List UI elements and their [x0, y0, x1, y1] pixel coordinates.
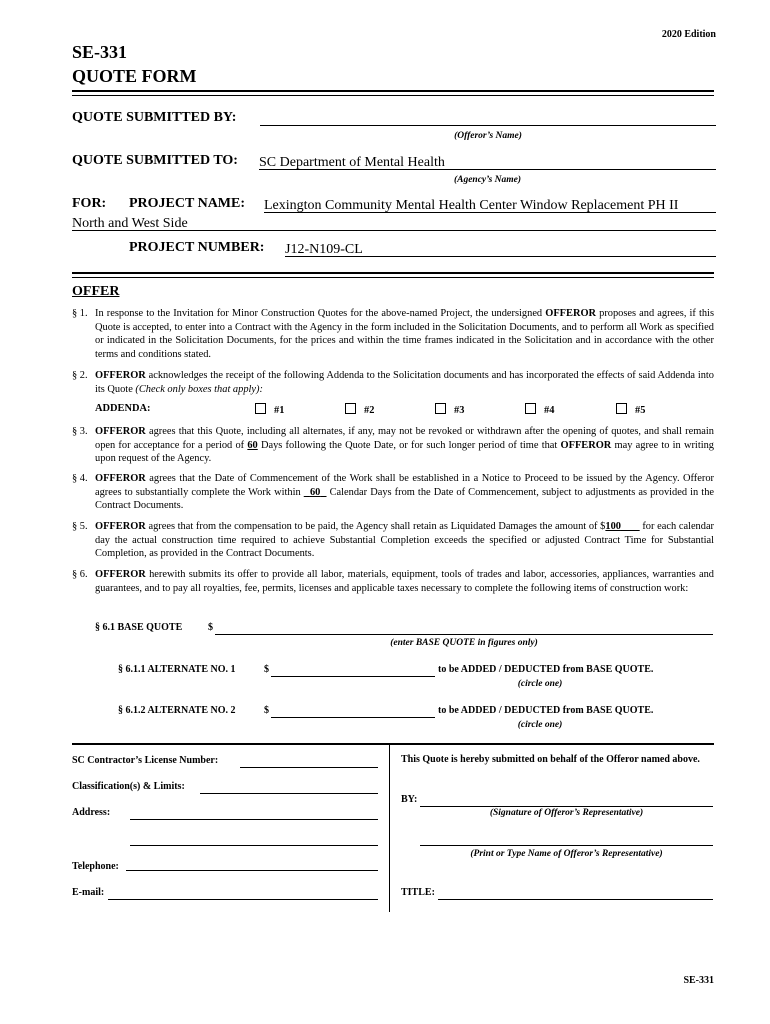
section-5-amount-field[interactable]: 100 [605, 521, 621, 532]
top-rule [72, 90, 714, 96]
signature-field[interactable] [420, 794, 713, 807]
alternate-1-caption[interactable]: (circle one) [517, 679, 563, 689]
addendum-4-checkbox[interactable] [525, 403, 536, 414]
footer-code: SE-331 [683, 975, 714, 986]
section-5 [72, 520, 714, 561]
section-6-number: § 6. [72, 569, 88, 580]
project-number-field[interactable] [285, 240, 716, 257]
addenda-label-text: ADDENDA: [95, 403, 151, 414]
section-4 [72, 472, 714, 513]
printed-name-field[interactable] [420, 833, 713, 846]
agency-name-value: SC Department of Mental Health [259, 155, 445, 170]
section-5-text-b: for each calendar day the actual construction time required to achieve Substantial Completion exceeds the specified or adjusted Contract Time for Substantial Completion, as provided in the Contract Documents. [95, 521, 715, 560]
offeror-name-field[interactable] [260, 110, 716, 126]
section-1-number: § 1. [72, 308, 88, 319]
addendum-3[interactable] [435, 403, 464, 416]
email-field[interactable] [108, 887, 378, 900]
printed-name-caption: (Print or Type Name of Offeror’s Representative) [470, 849, 663, 859]
email-label: E-mail: [72, 887, 105, 898]
telephone-field[interactable] [126, 858, 378, 871]
addendum-5-checkbox[interactable] [616, 403, 627, 414]
base-quote-label: § 6.1 BASE QUOTE [95, 622, 183, 633]
classification-field[interactable] [200, 781, 378, 794]
addendum-3-checkbox[interactable] [435, 403, 446, 414]
project-name-line1: Lexington Community Mental Health Center Window Replacement PH II [264, 198, 679, 213]
signature-caption: (Signature of Offeror’s Representative) [489, 808, 644, 818]
alternate-2-caption[interactable]: (circle one) [517, 720, 563, 730]
project-number-label: PROJECT NUMBER: [129, 240, 265, 255]
alternate-1-dollar: $ [264, 664, 269, 675]
addendum-5[interactable] [616, 403, 645, 416]
address-label: Address: [72, 807, 111, 818]
alternate-1-field[interactable] [271, 664, 435, 677]
address-field-2[interactable] [130, 833, 378, 846]
addendum-2[interactable] [345, 403, 374, 416]
section-3 [72, 425, 714, 466]
addendum-1[interactable] [255, 403, 284, 416]
alternate-1-suffix: to be ADDED / DEDUCTED from BASE QUOTE. [438, 664, 654, 675]
addenda-label [95, 403, 150, 414]
addendum-4[interactable] [525, 403, 554, 416]
section-2-text: acknowledges the receipt of the following Addenda to the Solicitation documents and has incorporated the effects of said Addenda into its Quote [95, 370, 714, 395]
base-quote-dollar: $ [208, 622, 213, 633]
offer-heading: OFFER [72, 284, 120, 299]
agency-name-field[interactable] [259, 153, 716, 170]
section-1-text-a: In response to the Invitation for Minor Construction Quotes for the above-named Project, the undersigned [95, 308, 546, 319]
project-name-field-2[interactable] [72, 214, 716, 231]
addendum-1-checkbox[interactable] [255, 403, 266, 414]
alternate-2-label: § 6.1.2 ALTERNATE NO. 2 [118, 705, 236, 716]
section-4-days-field[interactable]: 60 [309, 486, 321, 498]
alternate-2-suffix: to be ADDED / DEDUCTED from BASE QUOTE. [438, 705, 654, 716]
section-2 [72, 369, 714, 396]
alternate-1-label: § 6.1.1 ALTERNATE NO. 1 [118, 664, 236, 675]
agency-name-caption: (Agency’s Name) [453, 175, 522, 185]
title-label: TITLE: [401, 887, 435, 898]
title-field[interactable] [438, 887, 713, 900]
addendum-2-checkbox[interactable] [345, 403, 356, 414]
license-label: SC Contractor’s License Number: [72, 755, 219, 766]
section-2-number: § 2. [72, 370, 88, 381]
addendum-5-label: #5 [635, 405, 646, 416]
mid-rule [72, 272, 714, 278]
alternate-2-field[interactable] [271, 705, 435, 718]
base-quote-caption: (enter BASE QUOTE in figures only) [390, 638, 538, 648]
section-4-text-a: agrees that the Date of Commencement of the Work shall be established in a Notice to Proceed to be issued by the Agency. Offeror agrees to substantially complete the Work within [95, 473, 714, 498]
section-5-number: § 5. [72, 521, 88, 532]
project-name-label: PROJECT NAME: [129, 196, 246, 211]
section-2-offeror: OFFEROR [95, 370, 146, 381]
for-label: FOR: [72, 196, 107, 211]
form-title [72, 40, 197, 88]
project-name-line2: North and West Side [72, 216, 188, 231]
project-number-value: J12-N109-CL [285, 242, 363, 257]
section-3-offeror-2: OFFEROR [560, 439, 612, 451]
section-1-offeror: OFFEROR [545, 308, 597, 319]
section-3-text-c: may agree to in writing upon request of the Agency. [95, 439, 714, 465]
section-6-offeror: OFFEROR [95, 569, 146, 580]
addendum-1-label: #1 [274, 405, 285, 416]
submitted-by-label: QUOTE SUBMITTED BY: [72, 110, 237, 125]
section-6 [72, 568, 714, 595]
section-4-text-b: Calendar Days from the Date of Commencement, subject to adjustments as provided in the Contract Documents. [95, 486, 715, 512]
alternate-2-dollar: $ [264, 705, 269, 716]
addendum-2-label: #2 [364, 405, 375, 416]
address-field[interactable] [130, 807, 378, 820]
section-6-text: herewith submits its offer to provide all labor, materials, equipment, tools of trades and labor, accessories, appliances, warranties and guarantees, and to pay all royalties, fee, permits, licenses and applicable taxes necessary to complete the following items of construction work: [95, 569, 714, 594]
form-name: QUOTE FORM [72, 66, 197, 86]
license-field[interactable] [240, 755, 378, 768]
classification-label: Classification(s) & Limits: [72, 781, 185, 792]
section-4-number: § 4. [72, 473, 88, 484]
bottom-rule [72, 743, 714, 745]
offeror-name-caption: (Offeror’s Name) [454, 131, 522, 141]
section-3-offeror: OFFEROR [95, 426, 146, 437]
form-code: SE-331 [72, 42, 128, 62]
addendum-4-label: #4 [544, 405, 555, 416]
section-4-offeror: OFFEROR [95, 473, 146, 484]
edition-label: 2020 Edition [661, 29, 716, 40]
section-1-text-b: proposes and agrees, if this Quote is accepted, to enter into a Contract with the Agency in the form included in the Solicitation Documents, and to perform all Work as specified or indicated in the Solicitation Documents, for the prices and within the time frames indicated in the Solicitation and in accordance with the other terms and conditions stated. [95, 308, 714, 360]
column-divider [389, 744, 390, 912]
section-1 [72, 307, 714, 361]
by-label: BY: [401, 794, 418, 805]
section-3-text-a: agrees that this Quote, including all alternates, if any, may not be revoked or withdrawn after the opening of quotes, and shall remain open for acceptance for a period of [95, 426, 714, 451]
submitted-to-label: QUOTE SUBMITTED TO: [72, 153, 238, 168]
submission-statement: This Quote is hereby submitted on behalf of the Offeror named above. [401, 754, 700, 765]
project-name-field[interactable] [264, 196, 716, 213]
telephone-label: Telephone: [72, 861, 119, 872]
section-2-instruction: (Check only boxes that apply): [135, 383, 263, 395]
section-5-offeror: OFFEROR [95, 521, 146, 532]
section-5-text-a: agrees that from the compensation to be paid, the Agency shall retain as Liquidated Damages the amount of $ [145, 521, 606, 532]
section-3-number: § 3. [72, 426, 88, 437]
addendum-3-label: #3 [454, 405, 465, 416]
section-3-text-b: Days following the Quote Date, or for such longer period of time that [257, 439, 561, 451]
base-quote-field[interactable] [215, 622, 713, 635]
section-3-days-field[interactable]: 60 [247, 439, 258, 451]
